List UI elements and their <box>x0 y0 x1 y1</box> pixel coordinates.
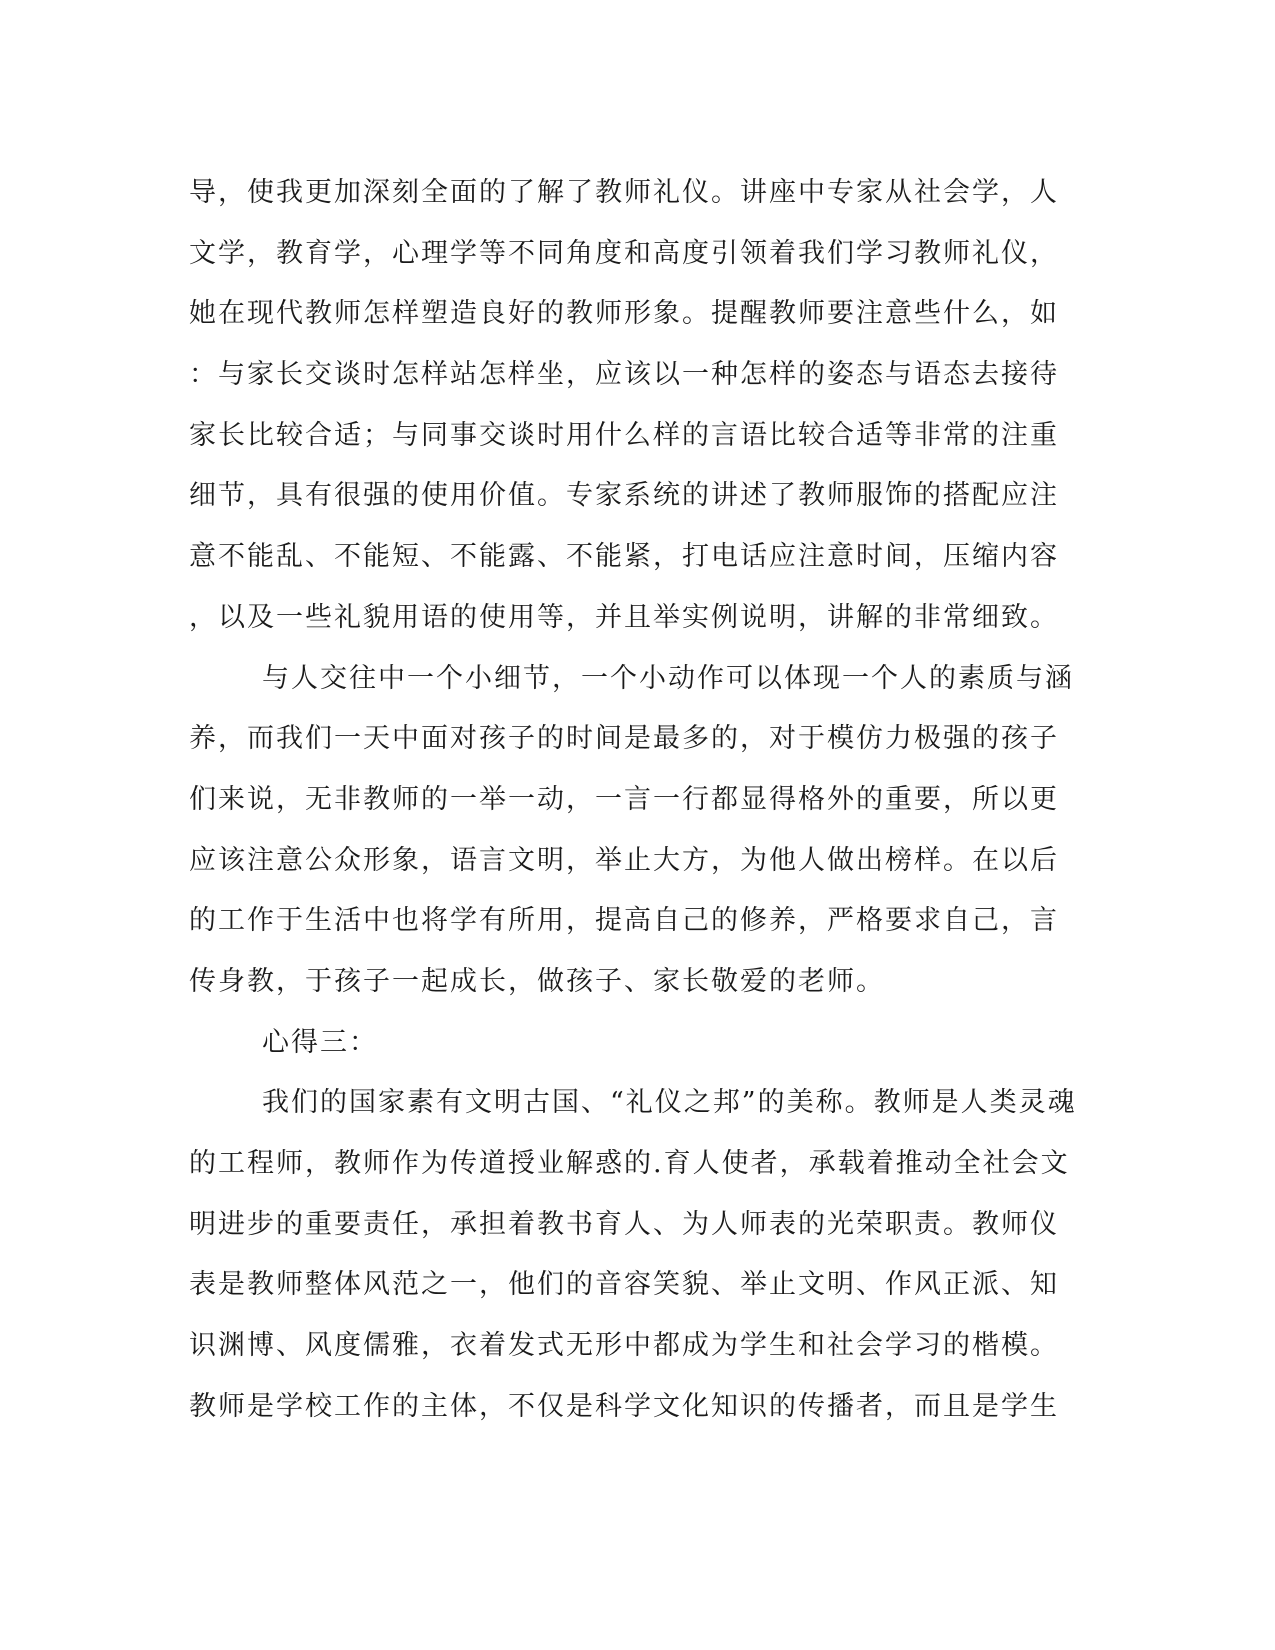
text-line: 养，而我们一天中面对孩子的时间是最多的，对于模仿力极强的孩子 <box>189 723 1059 755</box>
text-line: 她在现代教师怎样塑造良好的教师形象。提醒教师要注意些什么，如 <box>189 298 1059 330</box>
paragraph-start-line: 我们的国家素有文明古国、“礼仪之邦”的美称。教师是人类灵魂 <box>262 1087 1077 1119</box>
text-line: 的工作于生活中也将学有所用，提高自己的修养，严格要求自己，言 <box>189 905 1059 937</box>
text-line: 的工程师，教师作为传道授业解惑的.育人使者，承载着推动全社会文 <box>189 1148 1070 1179</box>
text-line: 文学，教育学，心理学等不同角度和高度引领着我们学习教师礼仪， <box>189 237 1059 269</box>
text-line: 应该注意公众形象，语言文明，举止大方，为他人做出榜样。在以后 <box>189 844 1059 876</box>
text-line: 识渊博、风度儒雅，衣着发式无形中都成为学生和社会学习的楷模。 <box>189 1330 1059 1362</box>
text-line: 意不能乱、不能短、不能露、不能紧，打电话应注意时间，压缩内容 <box>189 541 1059 573</box>
body-text <box>189 163 1089 1437</box>
text-line: 明进步的重要责任，承担着教书育人、为人师表的光荣职责。教师仪 <box>189 1208 1059 1240</box>
text-line: 们来说，无非教师的一举一动，一言一行都显得格外的重要，所以更 <box>189 783 1059 815</box>
paragraph-start-line: 与人交往中一个小细节，一个小动作可以体现一个人的素质与涵 <box>262 662 1074 694</box>
text-line: 教师是学校工作的主体，不仅是科学文化知识的传播者，而且是学生 <box>189 1390 1059 1422</box>
text-line: 细节，具有很强的使用价值。专家系统的讲述了教师服饰的搭配应注 <box>189 480 1059 512</box>
text-line: ，以及一些礼貌用语的使用等，并且举实例说明，讲解的非常细致。 <box>189 601 1059 633</box>
text-line: ：与家长交谈时怎样站怎样坐，应该以一种怎样的姿态与语态去接待 <box>189 359 1059 391</box>
text-line: 家长比较合适；与同事交谈时用什么样的言语比较合适等非常的注重 <box>189 419 1059 451</box>
text-line: 传身教，于孩子一起成长，做孩子、家长敬爱的老师。 <box>189 965 885 997</box>
text-line: 导，使我更加深刻全面的了解了教师礼仪。讲座中专家从社会学，人 <box>189 177 1059 208</box>
section-heading: 心得三： <box>262 1026 378 1058</box>
text-line: 表是教师整体风范之一，他们的音容笑貌、举止文明、作风正派、知 <box>189 1269 1059 1301</box>
